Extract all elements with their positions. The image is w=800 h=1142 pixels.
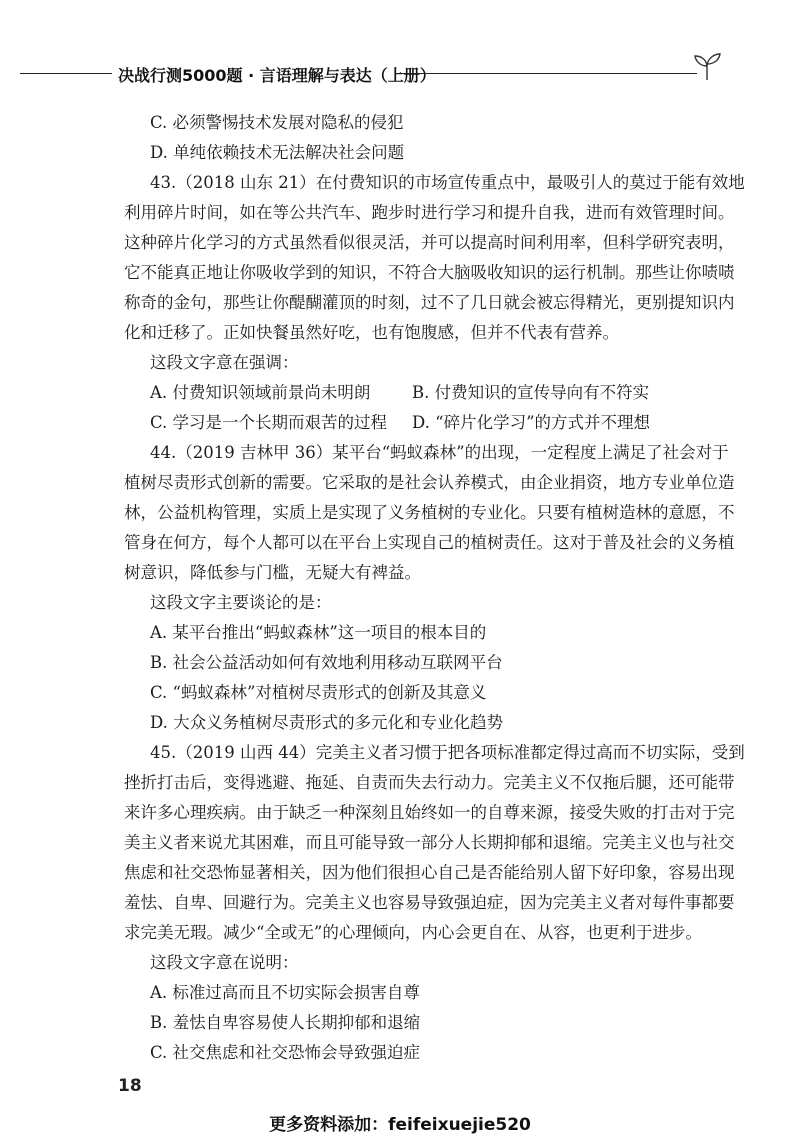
paragraph-line: 称奇的金句，那些让你醍醐灌顶的时刻，过不了几日就会被忘得精光，更别提知识内 [124,293,735,312]
option-b: B. 社会公益活动如何有效地利用移动互联网平台 [150,653,503,672]
option-c: C. 社交焦虑和社交恐怖会导致强迫症 [150,1043,421,1062]
option-d-prev: D. 单纯依赖技术无法解决社会问题 [150,143,405,162]
paragraph-line: 化和迁移了。正如快餐虽然好吃，也有饱腹感，但并不代表有营养。 [124,323,619,342]
question-44-stem: 44.（2019 吉林甲 36）某平台“蚂蚁森林”的出现，一定程度上满足了社会对于 [150,443,729,462]
header-rule-right [395,73,697,74]
question-45-stem: 45.（2019 山西 44）完美主义者习惯于把各项标准都定得过高而不切实际，受到 [150,743,745,762]
paragraph-line: 树意识，降低参与门槛，无疑大有裨益。 [124,563,421,582]
paragraph-line: 它不能真正地让你吸收学到的知识，不符合大脑吸收知识的运行机制。那些让你啧啧 [124,263,735,282]
paragraph-line: 美主义者来说尤其困难，而且可能导致一部分人长期抑郁和退缩。完美主义也与社交 [124,833,735,852]
paragraph-line: 植树尽责形式创新的需要。它采取的是社会认养模式，由企业捐资，地方专业单位造 [124,473,735,492]
option-b: B. 羞怯自卑容易使人长期抑郁和退缩 [150,1013,421,1032]
paragraph-line: 管身在何方，每个人都可以在平台上实现自己的植树责任。这对于普及社会的义务植 [124,533,735,552]
question-prompt: 这段文字意在强调： [150,353,299,372]
question-prompt: 这段文字主要谈论的是： [150,593,332,612]
paragraph-line: 这种碎片化学习的方式虽然看似很灵活，并可以提高时间利用率，但科学研究表明， [124,233,735,252]
paragraph-line: 焦虑和社交恐怖显著相关，因为他们很担心自己是否能给别人留下好印象，容易出现 [124,863,735,882]
option-d: D. “碎片化学习”的方式并不理想 [412,413,651,432]
paragraph-line: 林，公益机构管理，实质上是实现了义务植树的专业化。只要有植树造林的意愿，不 [124,503,735,522]
page-number: 18 [118,1076,142,1096]
option-b: B. 付费知识的宣传导向有不符实 [412,383,650,402]
paragraph-line: 来许多心理疾病。由于缺乏一种深刻且始终如一的自尊来源，接受失败的打击对于完 [124,803,735,822]
question-43-stem: 43.（2018 山东 21）在付费知识的市场宣传重点中，最吸引人的莫过于能有效地 [150,173,745,192]
paragraph-line: 挫折打击后，变得逃避、拖延、自责而失去行动力。完美主义不仅拖后腿，还可能带 [124,773,735,792]
option-c: C. 学习是一个长期而艰苦的过程 [150,413,388,432]
option-a: A. 付费知识领域前景尚未明朗 [150,383,371,402]
header-title: 决战行测5000题 · 言语理解与表达（上册） [118,66,436,85]
sprout-icon [690,50,724,82]
option-a: A. 标准过高而且不切实际会损害自尊 [150,983,420,1002]
paragraph-line: 求完美无瑕。减少“全或无”的心理倾向，内心会更自在、从容，也更利于进步。 [124,923,702,942]
footer-note: 更多资料添加：feifeixuejie520 [269,1115,531,1135]
option-d: D. 大众义务植树尽责形式的多元化和专业化趋势 [150,713,504,732]
option-c: C. “蚂蚁森林”对植树尽责形式的创新及其意义 [150,683,487,702]
paragraph-line: 羞怯、自卑、回避行为。完美主义也容易导致强迫症，因为完美主义者对每件事都要 [124,893,735,912]
option-a: A. 某平台推出“蚂蚁森林”这一项目的根本目的 [150,623,487,642]
paragraph-line: 利用碎片时间，如在等公共汽车、跑步时进行学习和提升自我，进而有效管理时间。 [124,203,735,222]
running-header [0,58,800,88]
header-rule-left [20,73,112,74]
option-c-prev: C. 必须警惕技术发展对隐私的侵犯 [150,113,404,132]
question-prompt: 这段文字意在说明： [150,953,299,972]
